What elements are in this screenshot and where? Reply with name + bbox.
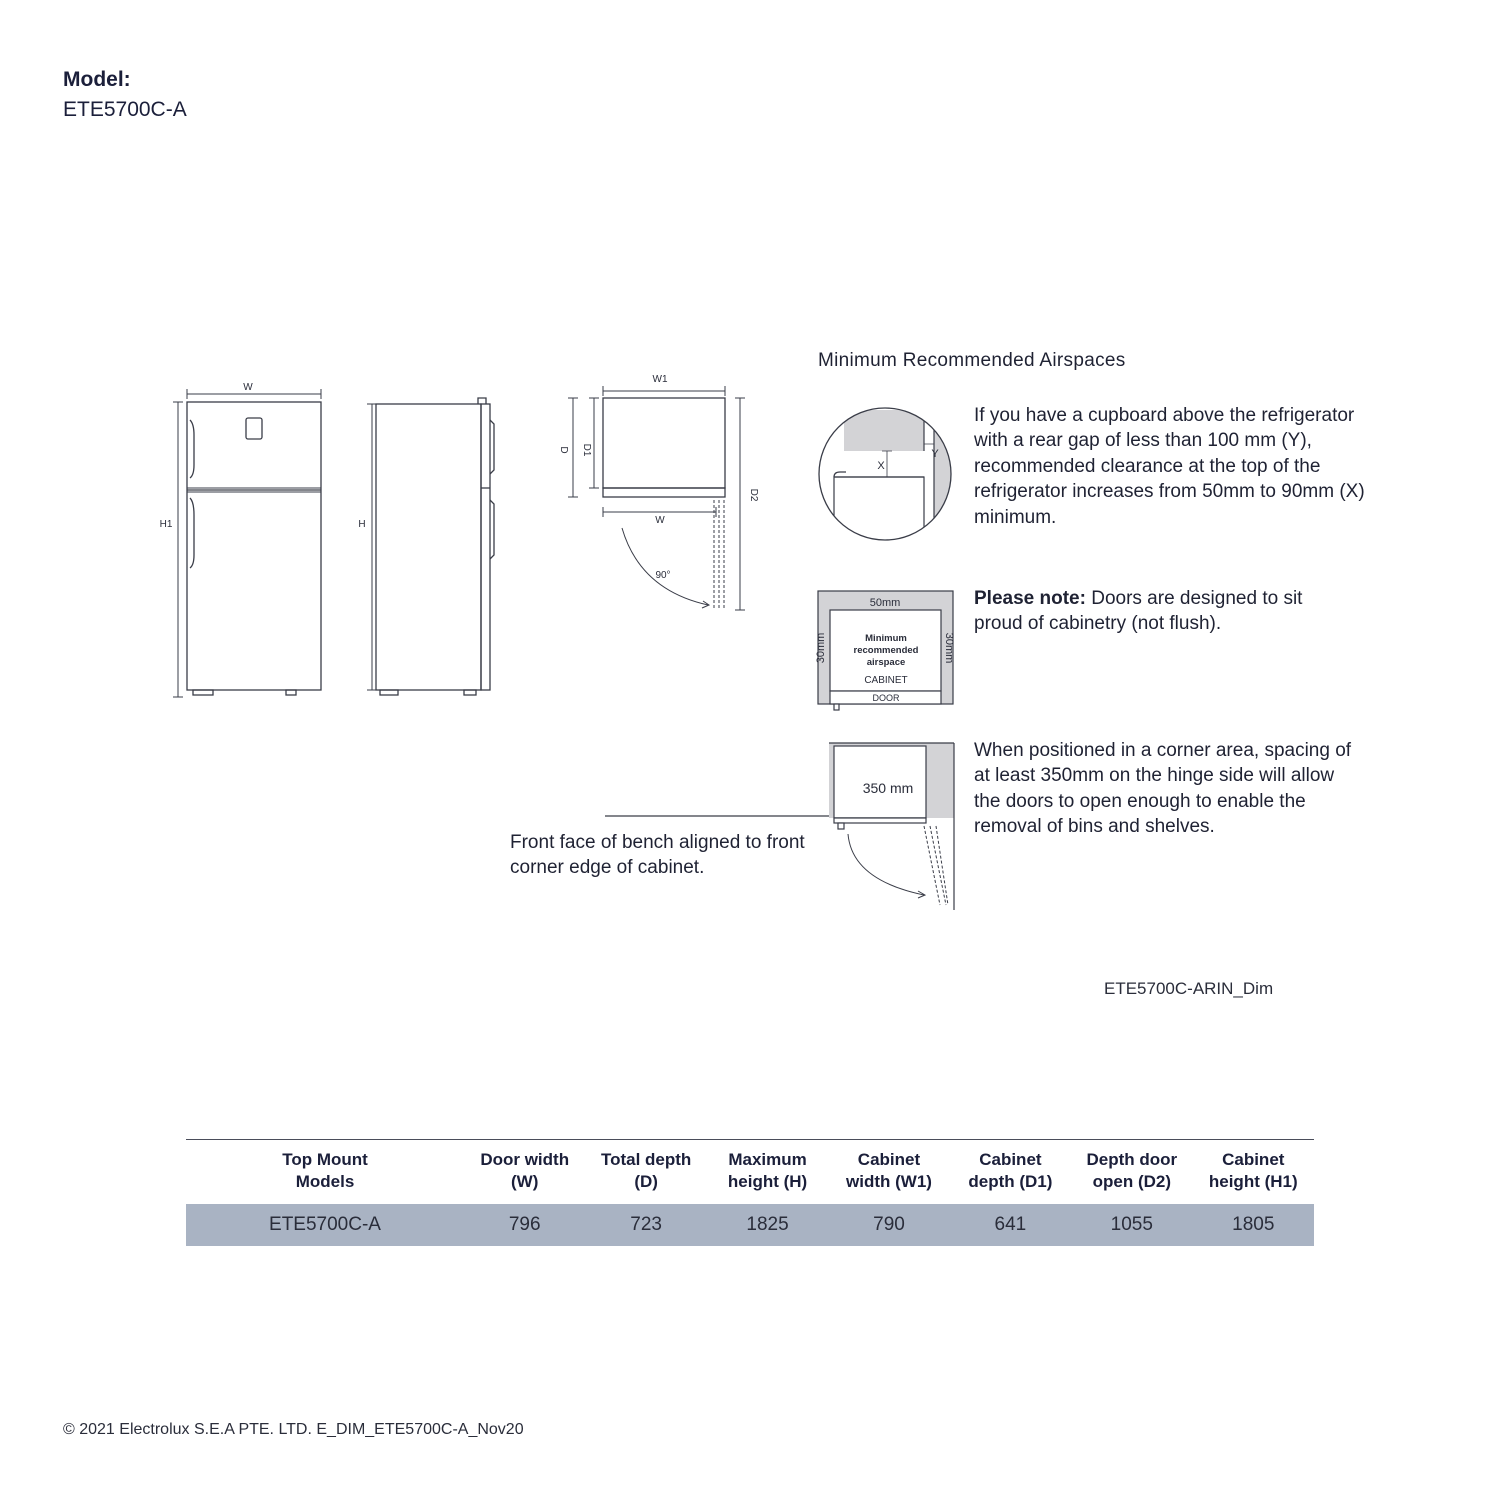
specification-table <box>186 1139 1314 1246</box>
airspaces-title: Minimum Recommended Airspaces <box>818 350 1126 371</box>
dimension-code: ETE5700C-ARIN_Dim <box>1104 979 1274 998</box>
dim-label-x: X <box>877 460 885 472</box>
side-view-diagram <box>367 398 494 695</box>
header-max-height: Maximum height (H) <box>727 1150 808 1191</box>
cupboard-note: If you have a cupboard above the refrigerator with a rear gap of less than 100 mm (Y), recommended clearance at the top of the refrigerator increases from 50mm to 90mm (X) minimum. <box>974 405 1365 528</box>
dim-label-h1: H1 <box>159 519 173 530</box>
dim-label-h: H <box>358 519 366 530</box>
header-models: Top Mount Models <box>282 1150 368 1191</box>
corner-gap-label: 350 mm <box>862 780 914 796</box>
copyright-footer: © 2021 Electrolux S.E.A PTE. LTD. E_DIM_ETE5700C-A_Nov20 <box>63 1421 524 1438</box>
front-view-diagram <box>173 389 321 697</box>
cell-model: ETE5700C-A <box>186 1204 464 1246</box>
header-door-width: Door width (W) <box>480 1150 570 1191</box>
dim-label-w-top: W <box>655 515 665 526</box>
please-note-label: Please note: <box>974 588 1086 609</box>
dim-label-w1: W1 <box>652 374 668 385</box>
cell-cabinet-width: 790 <box>828 1204 949 1246</box>
airspace-label-line2: recommended <box>853 645 919 656</box>
cupboard-clearance-diagram <box>819 408 954 557</box>
cell-cabinet-depth: 641 <box>950 1204 1071 1246</box>
cell-max-height: 1825 <box>707 1204 828 1246</box>
bench-note: Front face of bench aligned to front corner edge of cabinet. <box>510 832 805 879</box>
table-header-row <box>186 1140 1314 1205</box>
airspace-label-line3: airspace <box>866 657 906 668</box>
airspace-right-gap: 30mm <box>943 632 955 664</box>
corner-note: When positioned in a corner area, spacing of at least 350mm on the hinge side will allow the doors to open enough to enable the removal of bins and shelves. <box>974 740 1352 838</box>
please-note <box>974 586 1334 637</box>
cell-cabinet-height: 1805 <box>1193 1204 1314 1246</box>
corner-installation-diagram <box>605 743 954 910</box>
header-cabinet-height: Cabinet height (H1) <box>1208 1150 1298 1191</box>
dim-label-w-front: W <box>243 382 253 393</box>
table-row <box>186 1204 1314 1246</box>
please-note-text: Doors are designed to sit proud of cabinetry (not flush). <box>974 588 1303 635</box>
header-cabinet-depth: Cabinet depth (D1) <box>968 1150 1053 1191</box>
header-depth-door-open: Depth door open (D2) <box>1086 1150 1178 1191</box>
dim-label-d1: D1 <box>581 443 592 457</box>
dim-label-d: D <box>558 446 569 454</box>
model-label: Model: <box>63 68 131 91</box>
airspace-left-gap: 30mm <box>815 632 827 664</box>
header-cabinet-width: Cabinet width (W1) <box>846 1150 932 1191</box>
header-total-depth: Total depth (D) <box>600 1150 692 1191</box>
cell-total-depth: 723 <box>585 1204 706 1246</box>
dim-label-d2: D2 <box>748 488 759 502</box>
airspace-label-line1: Minimum <box>865 633 907 644</box>
cell-door-width: 796 <box>464 1204 585 1246</box>
model-value: ETE5700C-A <box>63 98 187 121</box>
dim-label-angle: 90° <box>655 570 671 581</box>
airspace-door-label: DOOR <box>872 693 900 703</box>
cell-depth-door-open: 1055 <box>1071 1204 1192 1246</box>
airspace-cabinet-label: CABINET <box>864 675 908 686</box>
airspace-top-gap: 50mm <box>869 597 901 609</box>
dim-label-y: Y <box>931 448 939 460</box>
